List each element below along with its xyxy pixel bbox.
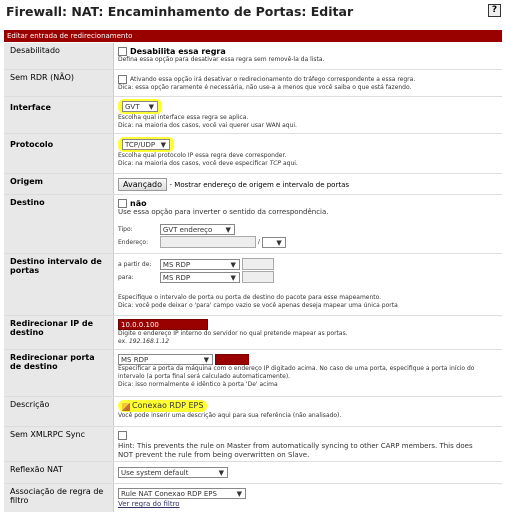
- label-reflection: Reflexão NAT: [4, 462, 114, 483]
- protocol-select[interactable]: [122, 139, 170, 150]
- nordr-checkbox[interactable]: [118, 75, 127, 84]
- help-icon[interactable]: ?: [488, 4, 501, 17]
- pencil-icon: [122, 403, 130, 411]
- xmlrpc-hint2: NOT prevent the rule from being overwritten on Slave.: [118, 451, 310, 459]
- chevron-down-icon: ▼: [148, 103, 154, 111]
- label-protocol: Protocolo: [4, 134, 114, 173]
- row-redirect-ip: [4, 316, 502, 350]
- row-reflection: [4, 462, 502, 484]
- mask-separator: /: [257, 238, 260, 246]
- label-origin: Origem: [4, 174, 114, 194]
- dest-port-hint2: Dica: você pode deixar o 'para' campo vazio se você apenas deseja mapear uma única porta: [118, 302, 398, 309]
- view-filter-rule-link[interactable]: Ver regra do filtro: [118, 500, 180, 508]
- protocol-hint2-pre: Dica: na maioria dos casos, você deve especificar: [118, 160, 270, 167]
- destination-mask-select[interactable]: [262, 237, 286, 248]
- row-protocol: [4, 134, 502, 174]
- row-redirect-port: [4, 350, 502, 397]
- label-destination: Destino: [4, 195, 114, 253]
- dest-port-from-select[interactable]: [160, 259, 240, 270]
- xmlrpc-checkbox[interactable]: [118, 431, 127, 440]
- interface-select[interactable]: [122, 101, 158, 112]
- dest-port-hint1: Especifique o intervalo de porta ou porta de destino do pacote para esse mapeamento.: [118, 294, 382, 301]
- protocol-hint1: Escolha qual protocolo IP essa regra deve corresponder.: [118, 152, 287, 159]
- row-destination: [4, 195, 502, 254]
- row-origin: [4, 174, 502, 195]
- redirect-ip-hint1: Digite o endereço IP interno do servidor no qual pretende mapear as portas.: [118, 330, 348, 337]
- filter-rule-select[interactable]: [118, 488, 246, 499]
- chevron-down-icon: ▼: [218, 469, 224, 477]
- page-title: Firewall: NAT: Encaminhamento de Portas: Editar: [6, 4, 354, 19]
- protocol-hint2-post: aqui.: [281, 160, 298, 167]
- dest-port-from-input[interactable]: [242, 258, 274, 270]
- chevron-down-icon: ▼: [276, 238, 282, 247]
- section-title: Editar entrada de redirecionamento: [4, 30, 502, 42]
- to-label: para:: [118, 273, 134, 281]
- destination-not-checkbox[interactable]: [118, 199, 127, 208]
- redirect-port-hint2: intervalo (a porta final será calculado automaticamente).: [118, 373, 291, 380]
- destination-hint: Use essa opção para inverter o sentido da correspondência.: [118, 208, 329, 216]
- disabled-hint: Defina essa opção para desativar essa regra sem removê-la da lista.: [118, 56, 325, 63]
- redirect-ip-example: 192.168.1.12: [128, 338, 170, 345]
- interface-hint1: Escolha qual interface essa regra se aplica.: [118, 114, 249, 121]
- dest-port-to-input[interactable]: [242, 271, 274, 283]
- redirect-port-hint3: Dica: isso normalmente é idêntico à porta 'De' acima: [118, 381, 278, 388]
- row-dest-port-range: [4, 254, 502, 316]
- destination-address-input[interactable]: [160, 236, 256, 248]
- origin-text: - Mostrar endereço de origem e intervalo de portas: [169, 181, 350, 189]
- advanced-button[interactable]: Avançado: [118, 178, 167, 191]
- redirect-ip-hint2-pre: ex.: [118, 338, 129, 345]
- redirect-port-hint1: Especificar a porta da máquina com o endereço IP digitado acima. No caso de uma porta, especifique a porta início do: [118, 365, 475, 372]
- protocol-hint2: [118, 160, 498, 168]
- xmlrpc-hint1: Hint: This prevents the rule on Master from automatically syncing to other CARP members. This does: [118, 442, 473, 450]
- label-redirect-ip: Redirecionar IP de destino: [4, 316, 114, 349]
- row-filter-rule: [4, 484, 502, 512]
- type-label: Tipo:: [118, 226, 133, 233]
- chevron-down-icon: ▼: [236, 490, 242, 498]
- label-xmlrpc: Sem XMLRPC Sync: [4, 427, 114, 461]
- chevron-down-icon: ▼: [203, 356, 209, 364]
- chevron-down-icon: ▼: [230, 260, 236, 269]
- redirect-port-select[interactable]: [118, 354, 213, 365]
- redirect-ip-input[interactable]: 10.0.0.100: [118, 319, 208, 330]
- nordr-hint2: Dica: essa opção raramente é necessária, não use-a a menos que você saiba o que está fazendo.: [118, 84, 412, 91]
- disable-rule-label: Desabilita essa regra: [130, 47, 226, 56]
- protocol-value: TCP/UDP: [125, 141, 156, 149]
- row-disabled: [4, 43, 502, 70]
- redirect-port-input[interactable]: [215, 354, 249, 365]
- disable-rule-checkbox[interactable]: [118, 47, 127, 56]
- row-description: [4, 397, 502, 427]
- label-description: Descrição: [4, 397, 114, 426]
- filter-rule-value: Rule NAT Conexao RDP EPS: [121, 490, 217, 498]
- interface-hint2: Dica: na maioria dos casos, você vai querer usar WAN aqui.: [118, 122, 297, 129]
- label-nordr: Sem RDR (NÃO): [4, 70, 114, 96]
- row-interface: [4, 97, 502, 134]
- address-label: Endereço:: [118, 238, 149, 246]
- reflection-value: Use system default: [121, 469, 189, 477]
- row-xmlrpc: [4, 427, 502, 462]
- label-filter-rule: Associação de regra de filtro: [4, 484, 114, 512]
- dest-port-from-value: MS RDP: [162, 260, 191, 269]
- dest-port-to-value: MS RDP: [162, 273, 191, 282]
- label-redirect-port: Redirecionar porta de destino: [4, 350, 114, 396]
- chevron-down-icon: ▼: [160, 141, 166, 149]
- destination-type-select[interactable]: [160, 224, 235, 235]
- chevron-down-icon: ▼: [230, 273, 236, 282]
- dest-port-to-select[interactable]: [160, 272, 240, 283]
- destination-type-value: GVT endereço: [162, 226, 213, 234]
- nordr-hint1: Ativando essa opção irá desativar o redirecionamento do tráfego correspondente a essa regra.: [130, 76, 416, 83]
- reflection-select[interactable]: [118, 467, 228, 478]
- interface-value: GVT: [125, 103, 140, 111]
- label-dest-port-range: Destino intervalo de portas: [4, 254, 114, 315]
- page-header: [0, 0, 506, 26]
- description-hint: Você pode inserir uma descrição aqui para sua referência (não analisado).: [118, 411, 342, 419]
- redirect-port-value: MS RDP: [121, 356, 149, 364]
- description-input[interactable]: Conexao RDP EPS: [132, 401, 204, 410]
- protocol-hint2-em: TCP: [269, 160, 282, 167]
- chevron-down-icon: ▼: [225, 226, 231, 234]
- row-nordr: [4, 70, 502, 97]
- label-disabled: Desabilitado: [4, 43, 114, 69]
- label-interface: Interface: [4, 97, 114, 133]
- from-label: a partir de:: [118, 260, 152, 268]
- destination-not-label: não: [130, 199, 147, 208]
